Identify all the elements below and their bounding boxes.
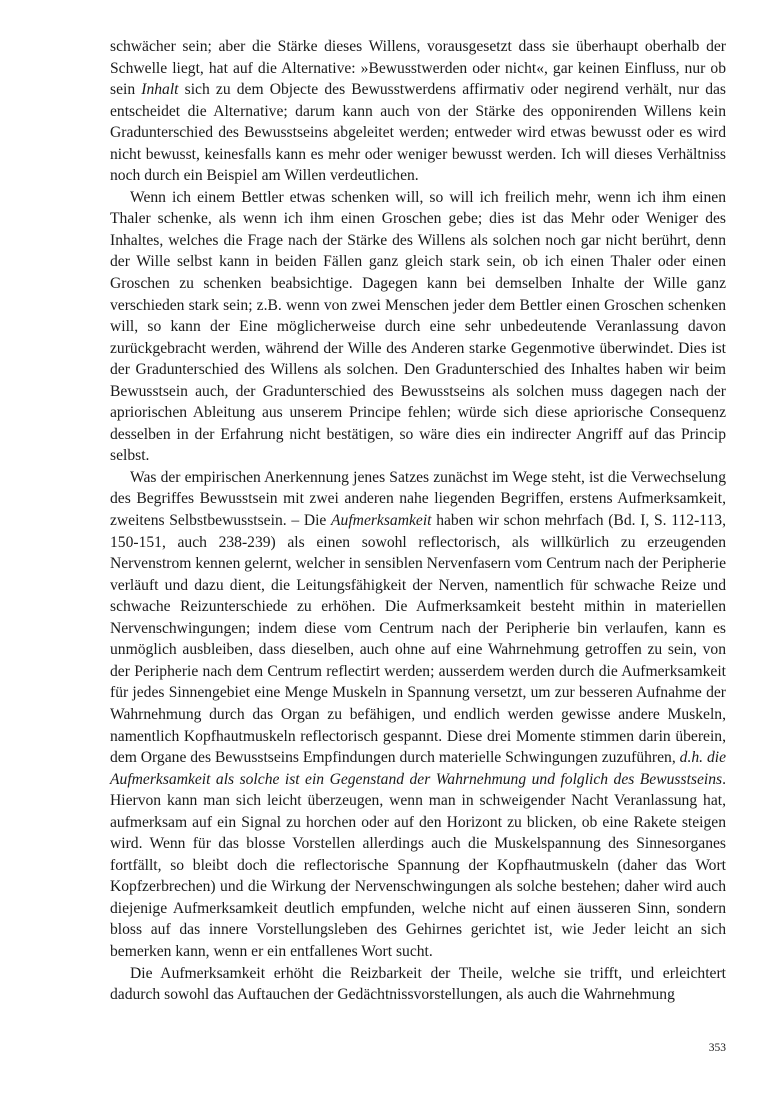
paragraph-1 (110, 36, 726, 187)
paragraph-3-emphasis: Aufmerksamkeit (331, 512, 432, 530)
paragraph-2-text: Wenn ich einem Bettler etwas schenken will, so will ich freilich mehr, wenn ich ihm einen Thaler schenke, als wenn ich ihm einen Groschen gebe; dies ist das Mehr oder Weniger des Inhaltes, welches die Frage nach der Stärke des Willens als solchen noch gar nicht berührt, denn der Wille selbst kann in beiden Fällen ganz gleich stark sein, ob ich einen Thaler oder einen Groschen zu schenken beabsichtige. Dagegen kann bei demselben Inhalte der Wille ganz verschieden stark sein; z.B. wenn von zwei Menschen jeder dem Bettler einen Groschen schenken will, so kann der Eine möglicherweise durch eine sehr unbedeutende Veranlassung davon zurückgebracht werden, während der Wille des Anderen starke Gegenmotive überwindet. Dies ist der Gradunterschied des Willens als solchen. Den Gradunterschied des Inhaltes haben wir beim Bewusstsein auch, der Gradunterschied des Bewusstseins als solchen muss dagegen nach der apriorischen Ableitung aus unserem Principe fehlen; würde sich diese apriorische Consequenz desselben in der Erfahrung nicht bestätigen, so wäre dies ein indirecter Angriff auf das Princip selbst. (110, 188, 726, 465)
paragraph-4 (110, 963, 726, 1006)
paragraph-1-emphasis: Inhalt (141, 81, 179, 99)
page-body (110, 36, 726, 1006)
paragraph-3-text: Was der empirischen Anerkennung jenes Satzes zunächst im Wege steht, ist die Verwechselung des Begriffes Bewusstsein mit zwei anderen nahe liegenden Begriffen, erstens Aufmerksamkeit, zweitens Selbstbewusstsein. – Die (110, 468, 726, 530)
paragraph-1-text: schwächer sein; aber die Stärke dieses Willens, vorausgesetzt dass sie überhaupt oberhalb der Schwelle liegt, hat auf die Alternative: »Bewusstwerden oder nicht«, gar keinen Einfluss, nur ob sein (110, 38, 726, 99)
paragraph-3 (110, 467, 726, 963)
paragraph-3-emphasis: d.h. die Aufmerksamkeit als solche ist ein Gegenstand der Wahrnehmung und folglich des Bewusstseins (110, 749, 727, 788)
paragraph-3-text: . Hiervon kann man sich leicht überzeugen, wenn man in schweigender Nacht Veranlassung hat, aufmerksam auf ein Signal zu horchen oder auf den Horizont zu blicken, ob eine Rakete steigen wird. Wenn für das blosse Vorstellen allerdings auch die Muskelspannung des Sinnesorganes fortfällt, so bleibt doch die reflectorische Spannung der Kopfhautmuskeln (daher das Wort Kopfzerbrechen) und die Wirkung der Nervenschwingungen als solche bestehen; daher wird auch diejenige Aufmerksamkeit deutlich empfunden, welche nicht auf einen äusseren Sinn, sondern bloss auf das innere Vorstellungsleben des Gehirnes gerichtet ist, wie Jeder leicht an sich bemerken kann, wenn er ein entfallenes Wort sucht. (110, 770, 726, 960)
paragraph-1-text: sich zu dem Objecte des Bewusstwerdens affirmativ oder negirend verhält, nur das entscheidet die Alternative; darum kann auch von der Stärke des opponirenden Willens kein Gradunterschied des Bewusstseins abgeleitet werden; entweder wird etwas bewusst oder es wird nicht bewusst, keinesfalls kann es mehr oder weniger bewusst werden. Ich will dieses Verhältniss noch durch ein Beispiel am Willen verdeutlichen. (110, 81, 726, 185)
page-number: 353 (708, 1042, 726, 1054)
paragraph-3-text: haben wir schon mehrfach (Bd. I, S. 112-113, 150-151, auch 238-239) als einen sowohl reflectorisch, als willkürlich zu erzeugenden Nervenstrom kennen gelernt, welcher in sensiblen Nervenfasern vom Centrum nach der Peripherie verläuft und dazu dient, die Leitungsfähigkeit der Nerven, namentlich für schwache Reize und schwache Reizunterschiede zu erhöhen. Die Aufmerksamkeit besteht mithin in materiellen Nervenschwingungen; indem diese vom Centrum nach der Peripherie bin verlaufen, kann es unmöglich ausbleiben, dass dieselben, auch ohne auf eine Wahrnehmung getroffen zu sein, von der Peripherie nach dem Centrum reflectirt werden; ausserdem werden durch die Aufmerksamkeit für jedes Sinnengebiet eine Menge Muskeln in Spannung versetzt, um zur besseren Aufnahme der Wahrnehmung durch das Organ zu befähigen, und endlich werden gewisse andere Muskeln, namentlich Kopfhautmuskeln reflectorisch gespannt. Diese drei Momente stimmen darin überein, dem Organe des Bewusstseins Empfindungen durch materielle Schwingungen zuzuführen, (110, 512, 726, 767)
paragraph-4-text: Die Aufmerksamkeit erhöht die Reizbarkeit der Theile, welche sie trifft, und erleichtert dadurch sowohl das Auftauchen der Gedächtnissvorstellungen, als auch die Wahrnehmung (110, 964, 726, 1004)
paragraph-2 (110, 187, 726, 467)
